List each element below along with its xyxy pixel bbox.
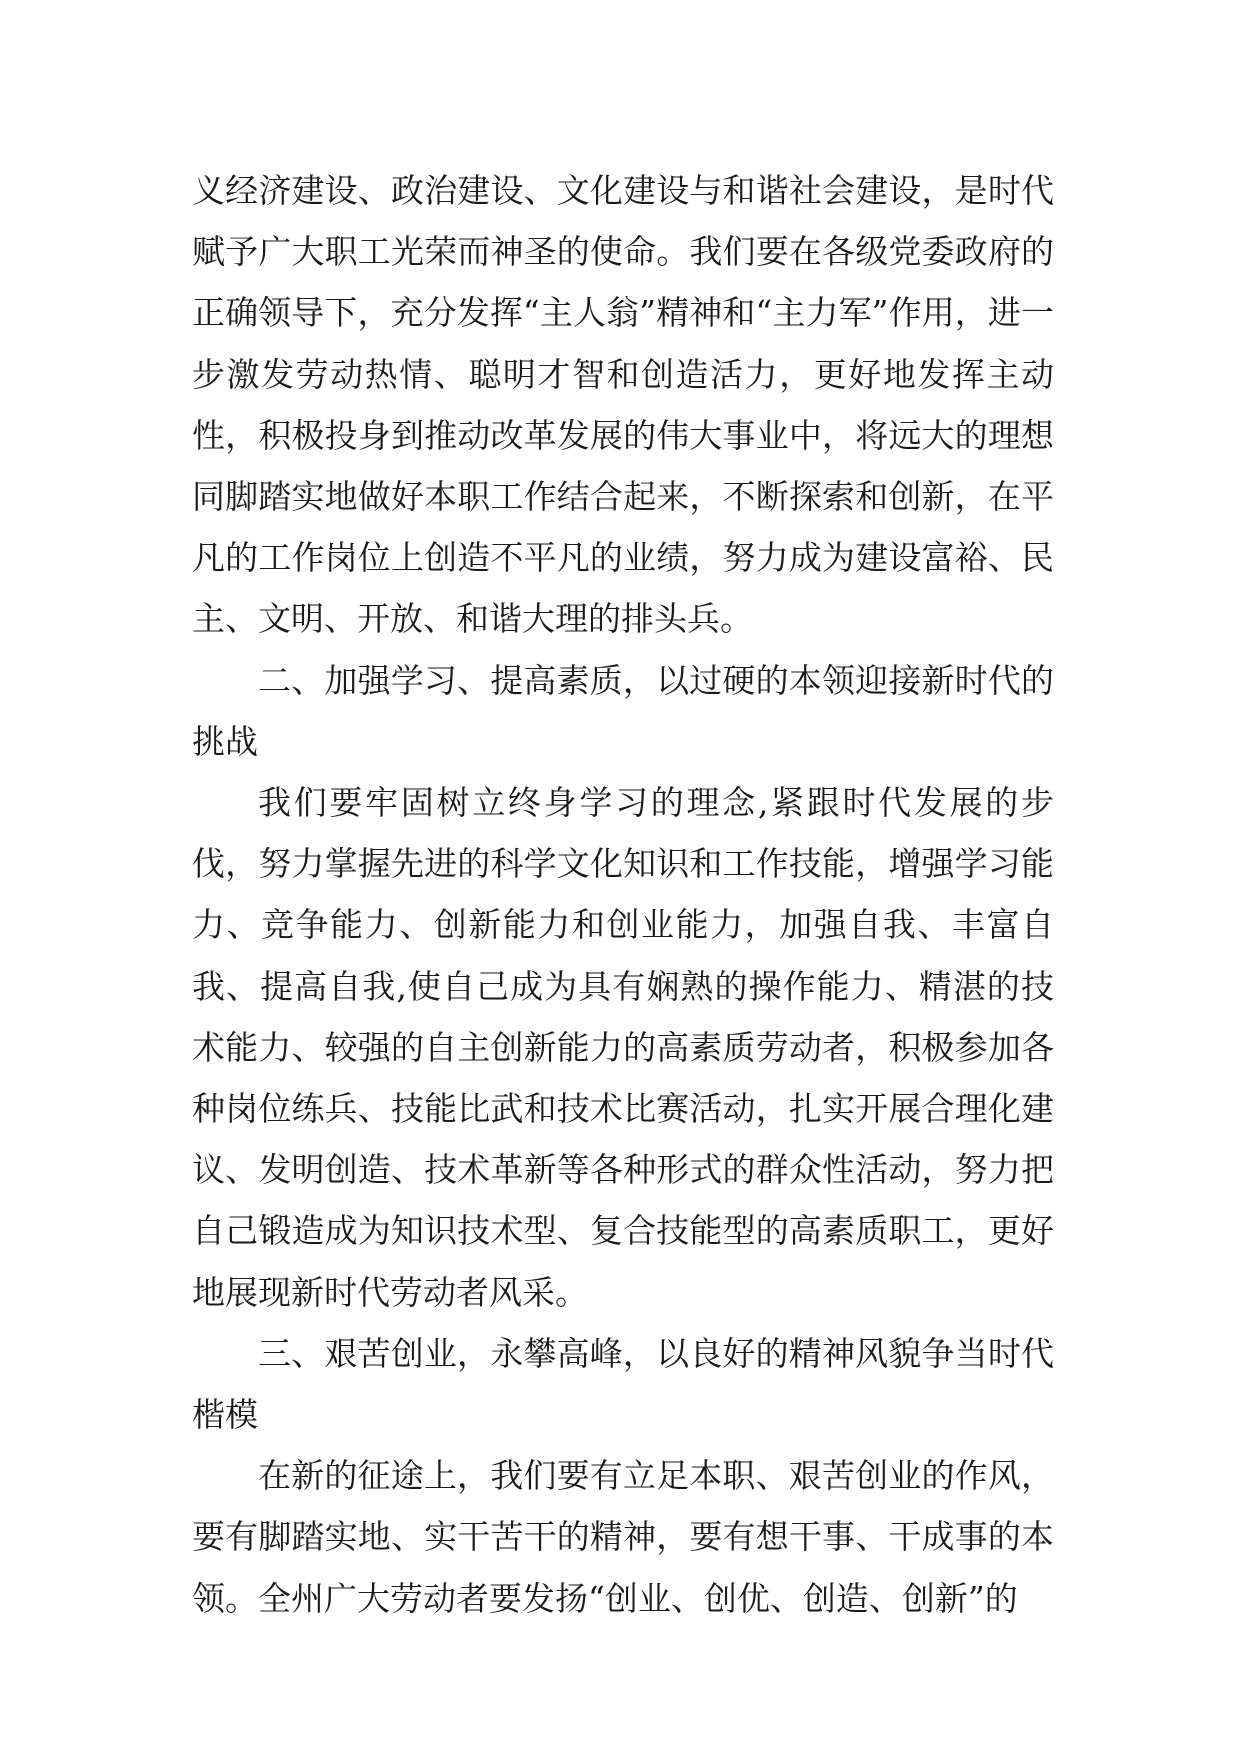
document-body [192,160,1054,1629]
section-heading-2: 二、加强学习、提高素质，以过硬的本领迎接新时代的挑战 [192,660,1054,761]
paragraph-new-journey: 在新的征途上，我们要有立足本职、艰苦创业的作风，要有脚踏实地、实干苦干的精神，要有想干事、干成事的本领。全州广大劳动者要发扬“创业、创优、创造、创新”的 [192,1456,1054,1618]
paragraph-continuation: 义经济建设、政治建设、文化建设与和谐社会建设，是时代赋予广大职工光荣而神圣的使命。我们要在各级党委政府的正确领导下，充分发挥“主人翁”精神和“主力军”作用，进一步激发劳动热情、聪明才智和创造活力，更好地发挥主动性，积极投身到推动改革发展的伟大事业中，将远大的理想同脚踏实地做好本职工作结合起来，不断探索和创新，在平凡的工作岗位上创造不平凡的业绩，努力成为建设富裕、民主、文明、开放、和谐大理的排头兵。 [192,171,1054,639]
section-heading-3: 三、艰苦创业，永攀高峰，以良好的精神风貌争当时代楷模 [192,1333,1054,1435]
paragraph-learning: 我们要牢固树立终身学习的理念,紧跟时代发展的步伐，努力掌握先进的科学文化知识和工作技能，增强学习能力、竞争能力、创新能力和创业能力，加强自我、丰富自我、提高自我,使自己成为具有娴熟的操作能力、精湛的技术能力、较强的自主创新能力的高素质劳动者，积极参加各种岗位练兵、技能比武和技术比赛活动，扎实开展合理化建议、发明创造、技术革新等各种形式的群众性活动，努力把自己锻造成为知识技术型、复合技能型的高素质职工，更好地展现新时代劳动者风采。 [192,783,1054,1312]
